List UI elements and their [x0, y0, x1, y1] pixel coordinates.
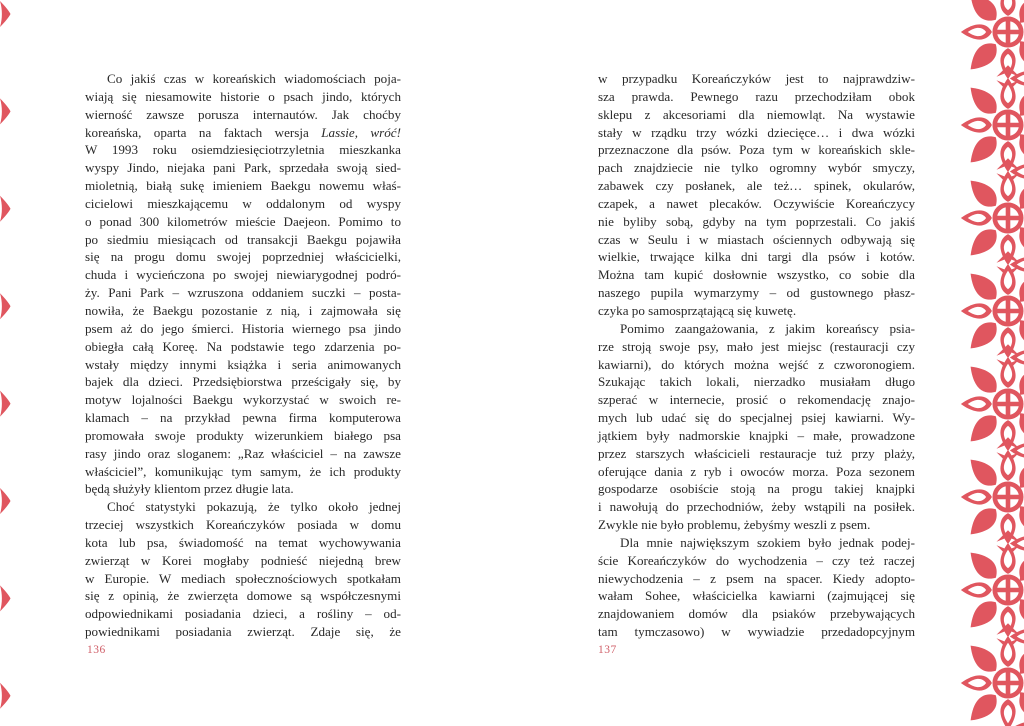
text-line: czapek, a nawet plecaków. Oczywiście Koreańczycy [598, 195, 915, 211]
text-line: przez starszych właścicieli restauracje tuż przy plaży, [598, 445, 915, 461]
text-line: ży. Pani Park – wzruszona oddaniem suczki – posta- [85, 285, 401, 301]
paragraph [598, 534, 915, 641]
paragraph [85, 498, 401, 641]
text-line: Dla mnie największym szokiem było jednak podej- [620, 534, 915, 550]
text-line: naszego pupila wymarzymy – od gustownego płasz- [598, 285, 915, 301]
text-line: odpowiednikami posiadania dzieci, a rośliny – od- [85, 606, 401, 622]
text-line: koreańska, oparta na faktach wersja Lassie, wróć! [85, 124, 401, 140]
text-line: niewychodzenia – z psem na spacer. Kiedy adopto- [598, 570, 915, 586]
right-page-text-column [598, 70, 915, 641]
text-line: Szukając takich lokali, nierzadko musiałam długo [598, 374, 915, 390]
text-line: wielkie, trwające kilka dni targi dla psów i kotów. [598, 249, 915, 265]
text-line: o ponad 300 kilometrów mieście Daejeon. Pomimo to [85, 213, 401, 229]
text-line: gospodarze osobiście stoją na progu takiej knajpki [598, 481, 915, 497]
text-line: wyspy Jindo, niejaka pani Park, sprzedała swoją sied- [85, 160, 401, 176]
paragraph [598, 320, 915, 534]
text-line: przeznaczone dla psów. Poza tym w koreańskich skle- [598, 142, 915, 158]
text-line: i nawołują do przechodniów, żeby wstąpili na posiłek. [598, 499, 915, 515]
text-line: zabawek czy posłanek, ale też… spinek, okularów, [598, 178, 915, 194]
left-page-text-column [85, 70, 401, 641]
text-line: Pomimo zaangażowania, z jakim koreańscy psia- [620, 320, 915, 336]
text-line: chuda i wycieńczona po swojej niewiarygodnej podró- [85, 267, 401, 283]
text-line: motyw lojalności Baekgu wykorzystać w swoich re- [85, 392, 401, 408]
floral-tip-ornament-icon [0, 0, 14, 726]
text-line: bajek dla dzieci. Przedsiębiorstwa prześcigały się, by [85, 374, 401, 390]
text-line: psem aż do jego śmierci. Historia wiernego psa jindo [85, 320, 401, 336]
text-line: nie byliby sobą, gdyby na tym poprzestali. Co jakiś [598, 213, 915, 229]
text-line: rasy jindo oraz sloganem: „Raz właściciel – na zawsze [85, 445, 401, 461]
text-line: mych lub udać się do specjalnej psiej kawiarni. Wy- [598, 410, 915, 426]
text-line: pach znajdziecie nie tylko ogromny wybór smyczy, [598, 160, 915, 176]
text-line: zwierząt w Korei mogłaby podnieść niejedną brew [85, 552, 401, 568]
text-line: w przypadku Koreańczyków jest to najprawdziw- [598, 71, 915, 86]
text-line: rze stroją swoje psy, mało jest miejsc (restauracji czy [598, 338, 915, 354]
text-line: w Europie. W mediach społecznościowych spotkałam [85, 570, 401, 586]
text-line: Choć statystyki pokazują, że tylko około jednej [107, 499, 401, 515]
text-line: obiegła całą Koreę. Na podstawie tego zdarzenia po- [85, 338, 401, 354]
text-line: tam tymczasowo) w wywiadzie przedadopcyjnym [598, 624, 915, 640]
text-line: W 1993 roku osiemdziesięciotrzyletnia mieszkanka [85, 142, 401, 158]
text-line: jątkiem były nadmorskie knajpki – małe, prowadzone [598, 427, 915, 443]
text-line: kawiarni), do których można wejść z czworonogiem. [598, 356, 915, 372]
text-line: się na progu domu swojej poprzedniej właścicielki, [85, 249, 401, 265]
text-line: Co jakiś czas w koreańskich wiadomościach poja- [107, 71, 401, 86]
text-line: klamach – na przykład pewna firma komputerowa [85, 410, 401, 426]
text-line: nowiła, że Baekgu pozostanie z nią, i zajmowała się [85, 302, 401, 318]
text-line: wałam Sohee, właścicielka kawiarni (zajmującej się [598, 588, 915, 604]
text-line: szperać w internecie, prosić o rekomendację znajo- [598, 392, 915, 408]
text-line: wiają się niesamowite historie o psach jindo, których [85, 88, 401, 104]
text-line: będą służyły klientom przez długie lata. [85, 481, 294, 497]
text-line: czyka po samosprzątającą się kuwetę. [598, 302, 797, 318]
left-page-number: 136 [87, 644, 106, 656]
paragraph [85, 70, 401, 498]
text-line: kota lub psa, świadomość na temat wychowywania [85, 534, 401, 550]
paragraph [598, 70, 915, 320]
text-line: wierność zawsze porusza internautów. Jak choćby [85, 106, 401, 122]
text-line: ście Koreańczyków do wychodzenia – czy też raczej [598, 552, 915, 568]
text-line: właściciel”, komunikując tym samym, że ich produkty [85, 463, 401, 479]
text-line: sklepu z akcesoriami dla niemowląt. Na wystawie [598, 106, 915, 122]
text-line: sza prawda. Pewnego razu przechodziłam obok [598, 88, 915, 104]
right-page-number: 137 [598, 644, 617, 656]
text-line: stały w rządku trzy wózki dziecięce… i dwa wózki [598, 124, 915, 140]
floral-damask-ornament-icon [944, 0, 1024, 726]
text-line: trzeciej wszystkich Koreańczyków posiada w domu [85, 517, 401, 533]
text-line: oferujące dania z ryb i owoców morza. Poza sezonem [598, 463, 915, 479]
text-line: powiednikami posiadania zwierząt. Zdaje się, że [85, 624, 401, 640]
text-line: Zwykle nie było problemu, żebyśmy weszli z psem. [598, 517, 871, 533]
text-line: cicielowi mieszkającemu w oddalonym od wyspy [85, 195, 401, 211]
text-line: promowała swoje produkty wizerunkiem białego psa [85, 427, 401, 443]
text-line: Można tam kupić dosłownie wszystko, co sobie dla [598, 267, 915, 283]
text-line: się z opinią, że zwierzęta domowe są współczesnymi [85, 588, 401, 604]
text-line: znajdowaniem domów dla psiaków przebywających [598, 606, 915, 622]
text-line: czas w Seulu i w miastach ościennych odbywają się [598, 231, 915, 247]
text-line: wstały między innymi książka i seria animowanych [85, 356, 401, 372]
text-line: po siedmiu miesiącach od transakcji Baekgu pojawiła [85, 231, 401, 247]
text-line: mioletnią, białą sukę imieniem Baekgu nowemu właś- [85, 178, 401, 194]
